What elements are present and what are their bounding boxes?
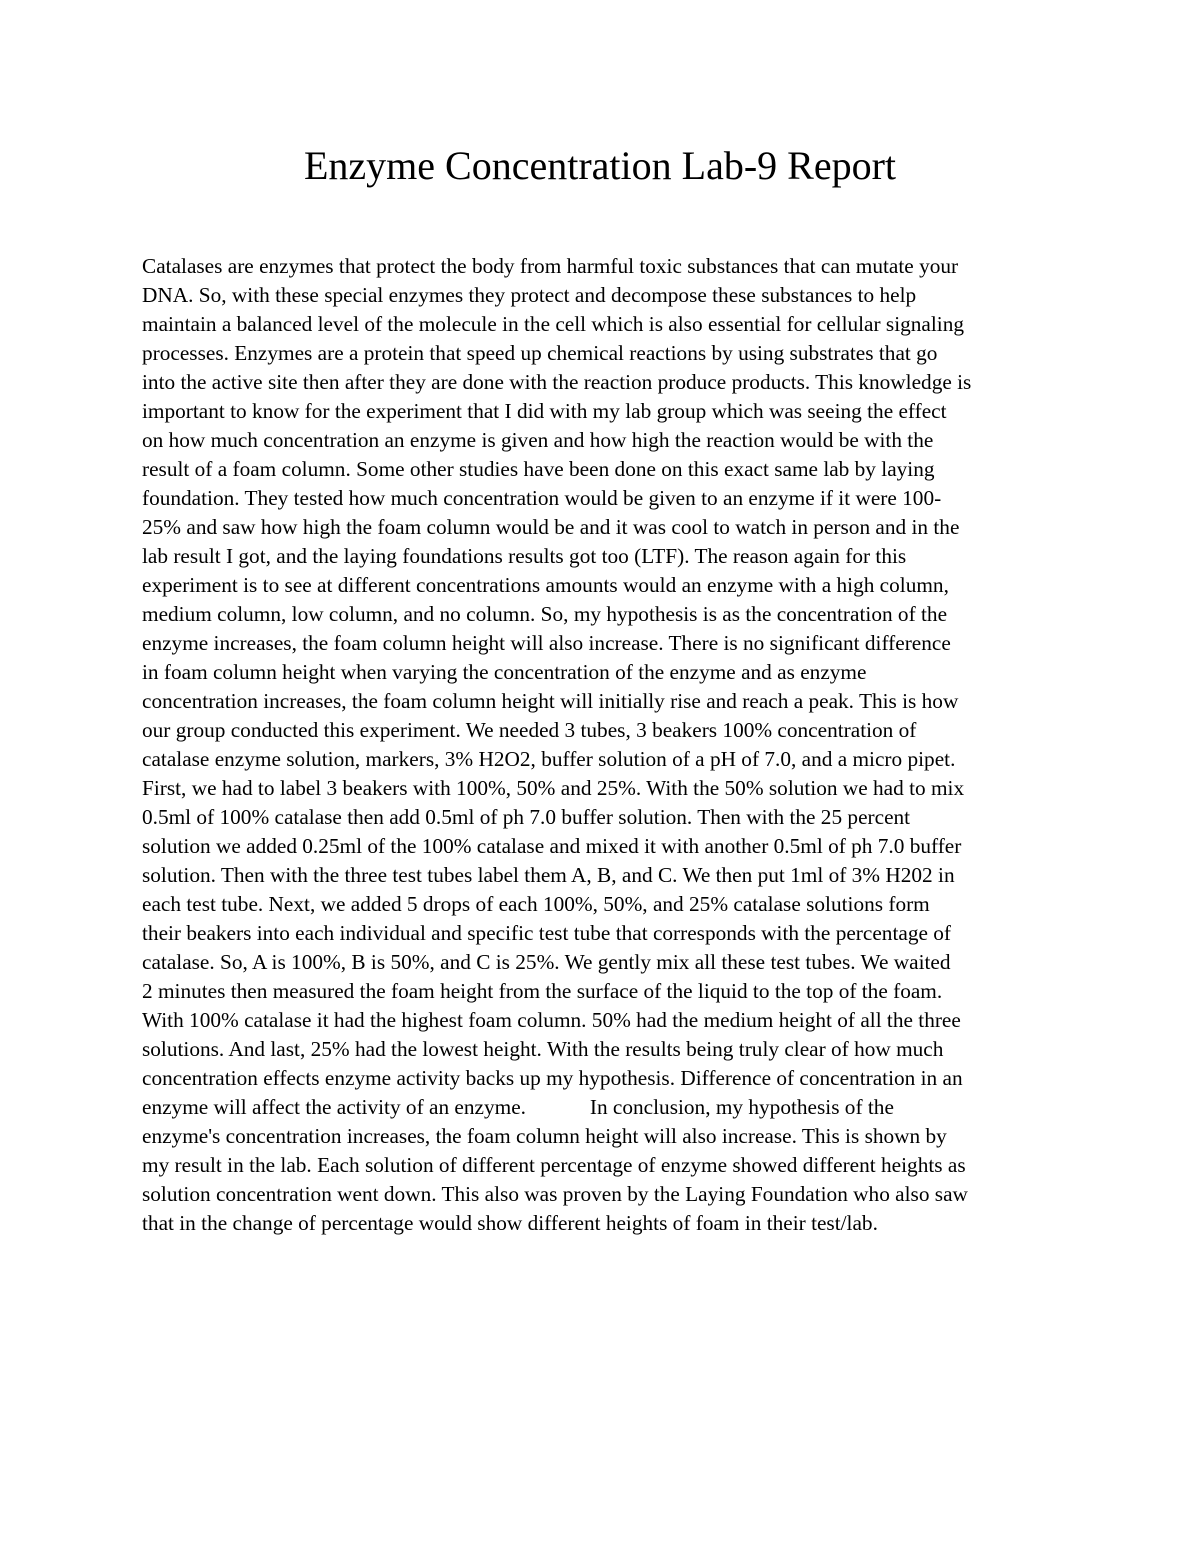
text-line: concentration increases, the foam column height will initially rise and reach a peak. This is how <box>142 689 959 713</box>
text-line: each test tube. Next, we added 5 drops of each 100%, 50%, and 25% catalase solutions form <box>142 892 930 916</box>
text-line: into the active site then after they are done with the reaction produce products. This knowledge is <box>142 370 972 394</box>
text-line: With 100% catalase it had the highest foam column. 50% had the medium height of all the three <box>142 1008 961 1032</box>
text-line: solution concentration went down. This also was proven by the Laying Foundation who also saw <box>142 1182 968 1206</box>
text-line: result of a foam column. Some other studies have been done on this exact same lab by laying <box>142 457 935 481</box>
text-line: 0.5ml of 100% catalase then add 0.5ml of ph 7.0 buffer solution. Then with the 25 percent <box>142 805 911 829</box>
text-line: that in the change of percentage would show different heights of foam in their test/lab. <box>142 1211 878 1235</box>
text-line: in foam column height when varying the concentration of the enzyme and as enzyme <box>142 660 867 684</box>
text-line: First, we had to label 3 beakers with 100%, 50% and 25%. With the 50% solution we had to mix <box>142 776 965 800</box>
text-line: 25% and saw how high the foam column would be and it was cool to watch in person and in the <box>142 515 960 539</box>
text-line: enzyme's concentration increases, the foam column height will also increase. This is shown by <box>142 1124 947 1148</box>
text-line: foundation. They tested how much concentration would be given to an enzyme if it were 100- <box>142 486 942 510</box>
text-line: lab result I got, and the laying foundations results got too (LTF). The reason again for this <box>142 544 907 568</box>
text-line: catalase enzyme solution, markers, 3% H2O2, buffer solution of a pH of 7.0, and a micro pipet. <box>142 747 956 771</box>
text-line: 2 minutes then measured the foam height from the surface of the liquid to the top of the foam. <box>142 979 943 1003</box>
text-line: our group conducted this experiment. We needed 3 tubes, 3 beakers 100% concentration of <box>142 718 917 742</box>
text-line: experiment is to see at different concentrations amounts would an enzyme with a high column, <box>142 573 949 597</box>
document-title: Enzyme Concentration Lab-9 Report <box>303 143 897 188</box>
text-line: on how much concentration an enzyme is given and how high the reaction would be with the <box>142 428 934 452</box>
text-line: solution we added 0.25ml of the 100% catalase and mixed it with another 0.5ml of ph 7.0 buffer <box>142 834 962 858</box>
text-line: Catalases are enzymes that protect the body from harmful toxic substances that can mutate your <box>142 254 959 278</box>
text-line: maintain a balanced level of the molecule in the cell which is also essential for cellular signaling <box>142 312 965 336</box>
text-line: concentration effects enzyme activity backs up my hypothesis. Difference of concentration in an <box>142 1066 963 1090</box>
text-line: solutions. And last, 25% had the lowest height. With the results being truly clear of how much <box>142 1037 944 1061</box>
text-line: processes. Enzymes are a protein that speed up chemical reactions by using substrates that go <box>142 341 938 365</box>
text-line: enzyme increases, the foam column height will also increase. There is no significant difference <box>142 631 951 655</box>
text-line: important to know for the experiment that I did with my lab group which was seeing the effect <box>142 399 947 423</box>
text-line: solution. Then with the three test tubes label them A, B, and C. We then put 1ml of 3% H202 in <box>142 863 955 887</box>
body-paragraph <box>142 252 1072 1238</box>
text-line: enzyme will affect the activity of an enzyme. In conclusion, my hypothesis of the <box>142 1095 894 1119</box>
text-line: DNA. So, with these special enzymes they protect and decompose these substances to help <box>142 283 917 307</box>
text-line: my result in the lab. Each solution of different percentage of enzyme showed different heights as <box>142 1153 966 1177</box>
text-line: their beakers into each individual and specific test tube that corresponds with the percentage of <box>142 921 951 945</box>
text-line: medium column, low column, and no column. So, my hypothesis is as the concentration of the <box>142 602 948 626</box>
text-line: catalase. So, A is 100%, B is 50%, and C is 25%. We gently mix all these test tubes. We waited <box>142 950 951 974</box>
